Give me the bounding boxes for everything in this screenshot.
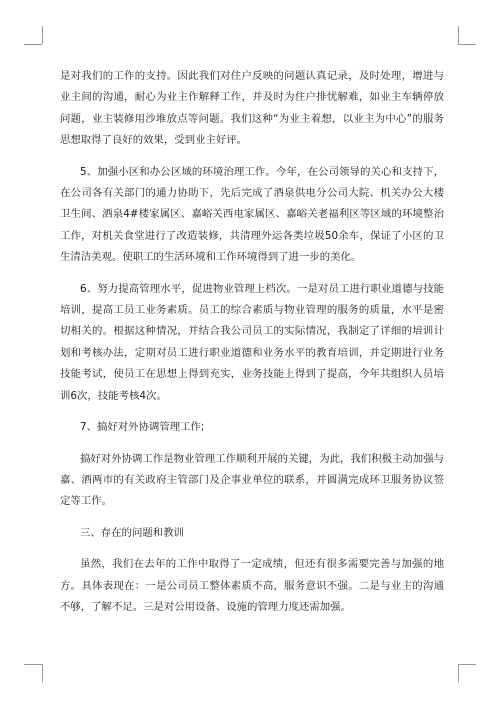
crop-mark-bottom-right-v (458, 664, 459, 682)
crop-mark-bottom-right-h (458, 664, 476, 665)
crop-mark-top-left-v (42, 26, 43, 44)
paragraph-external-coordination: 搞好对外协调工作是物业管理工作顺利开展的关键，为此，我们积极主动加强与嘉、酒两市的有关政府主管部门及企事业单位的联系，并圆满完成环卫服务协议签定等工作。 (60, 452, 444, 508)
section-heading-problems: 三、存在的问题和教训 (80, 526, 184, 539)
crop-mark-top-right-v (458, 26, 459, 44)
crop-mark-top-left-h (24, 44, 42, 45)
crop-mark-bottom-left-v (42, 664, 43, 682)
paragraph-environment: 5、加强小区和办公区域的环境治理工作。今年，在公司领导的关心和支持下，在公司各有关部门的通力协助下，先后完成了酒泉供电分公司大院、机关办公大楼卫生间、酒泉4#楼家属区、嘉峪关西电家属区、嘉峪关老福利区等区域的环境整治工作，对机关食堂进行了改造装修，共清理外运各类垃圾50余车，保证了小区的卫生清洁美观。使职工的生活环境和工作环境得到了进一步的美化。 (60, 165, 444, 264)
paragraph-external-coordination-heading: 7、搞好对外协调管理工作; (80, 421, 205, 434)
paragraph-management-level: 6、努力提高管理水平，促进物业管理上档次。一是对员工进行职业道德与技能培训，提高工员工业务素质。员工的综合素质与物业管理的服务的质量，水平是密切相关的。根据这种情况，并结合我公司员工的实际情况，我制定了详细的培训计划和考核办法，定期对员工进行职业道德和业务水平的教育培训，并定期进行业务技能考试，使员工在思想上得到充实，业务技能上得到了提高，今年共组织人员培训6次，技能考核4次。 (60, 282, 444, 402)
document-body (60, 66, 444, 618)
crop-mark-bottom-left-h (24, 664, 42, 665)
paragraph-service-attitude: 是对我们的工作的支持。因此我们对住户反映的问题认真记录，及时处理，增进与业主间的沟通，耐心为业主作解释工作，并及时为住户排忧解难，如业主车辆停放问题，业主装修用沙堆放点等问题。我们这种“为业主着想，以业主为中心”的服务思想取得了良好的效果，受到业主好评。 (60, 70, 444, 147)
crop-mark-top-right-h (458, 44, 476, 45)
paragraph-problems: 虽然，我们在去年的工作中取得了一定成绩，但还有很多需要完善与加强的地方。具体表现在：一是公司员工整体素质不高，服务意识不强。二是与业主的沟通不够，了解不足。三是对公用设备、设施的管理力度还需加强。 (60, 558, 444, 613)
